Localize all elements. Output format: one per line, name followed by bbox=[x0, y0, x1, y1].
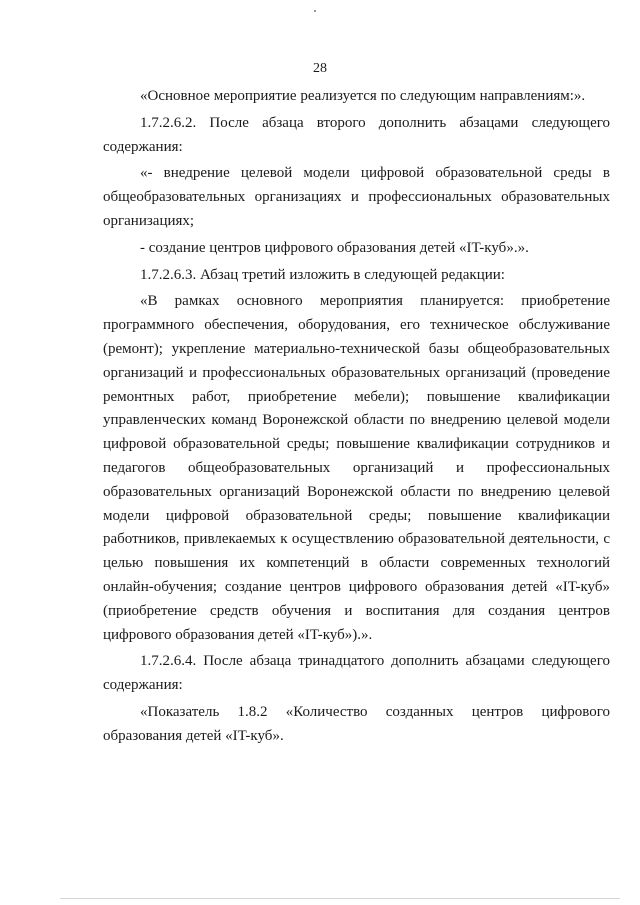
paragraph-1-7-2-6-3: 1.7.2.6.3. Абзац третий изложить в следующей редакции: bbox=[140, 266, 505, 283]
paragraph-main-event-intro: «Основное мероприятие реализуется по следующим направлениям:». bbox=[140, 88, 586, 104]
paragraph-1-7-2-6-2: 1.7.2.6.2. После абзаца второго дополнить абзацами следующего содержания: bbox=[103, 114, 610, 155]
page-number: 28 bbox=[313, 61, 327, 76]
scan-edge-line bbox=[60, 898, 620, 899]
paragraph-indicator-1-8-2: «Показатель 1.8.2 «Количество созданных центров цифрового образования детей «IT-куб». bbox=[103, 703, 610, 744]
paragraph-it-cube-item: - создание центров цифрового образования детей «IT-куб».». bbox=[140, 239, 529, 256]
scan-speck bbox=[314, 10, 316, 12]
document-body bbox=[103, 85, 610, 752]
paragraph-digital-environment-item: «- внедрение целевой модели цифровой образовательной среды в общеобразовательных организациях и профессиональных образовательных организациях; bbox=[103, 165, 610, 229]
paragraph-1-7-2-6-4: 1.7.2.6.4. После абзаца тринадцатого дополнить абзацами следующего содержания: bbox=[103, 653, 610, 694]
paragraph-planned-activities: «В рамках основного мероприятия планируется: приобретение программного обеспечения, оборудования, его техническое обслуживание (ремонт); укрепление материально-технической базы общеобразовательных организаций и профессиональных образовательных организаций (проведение ремонтных работ, приобретение мебели); повышение квалификации управленческих команд Воронежской области по внедрению целевой модели цифровой образовательной среды; повышение квалификации сотрудников и педагогов общеобразовательных организаций и профессиональных образовательных организаций Воронежской области по внедрению целевой модели цифровой образовательной среды; повышение квалификации работников, привлекаемых к осуществлению образовательной деятельности, с целью повышения их компетенций в области современных технологий онлайн-обучения; создание центров цифрового образования детей «IT-куб» (приобретение средств обучения и воспитания для создания центров цифрового образования детей «IT-куб»).». bbox=[103, 293, 610, 643]
